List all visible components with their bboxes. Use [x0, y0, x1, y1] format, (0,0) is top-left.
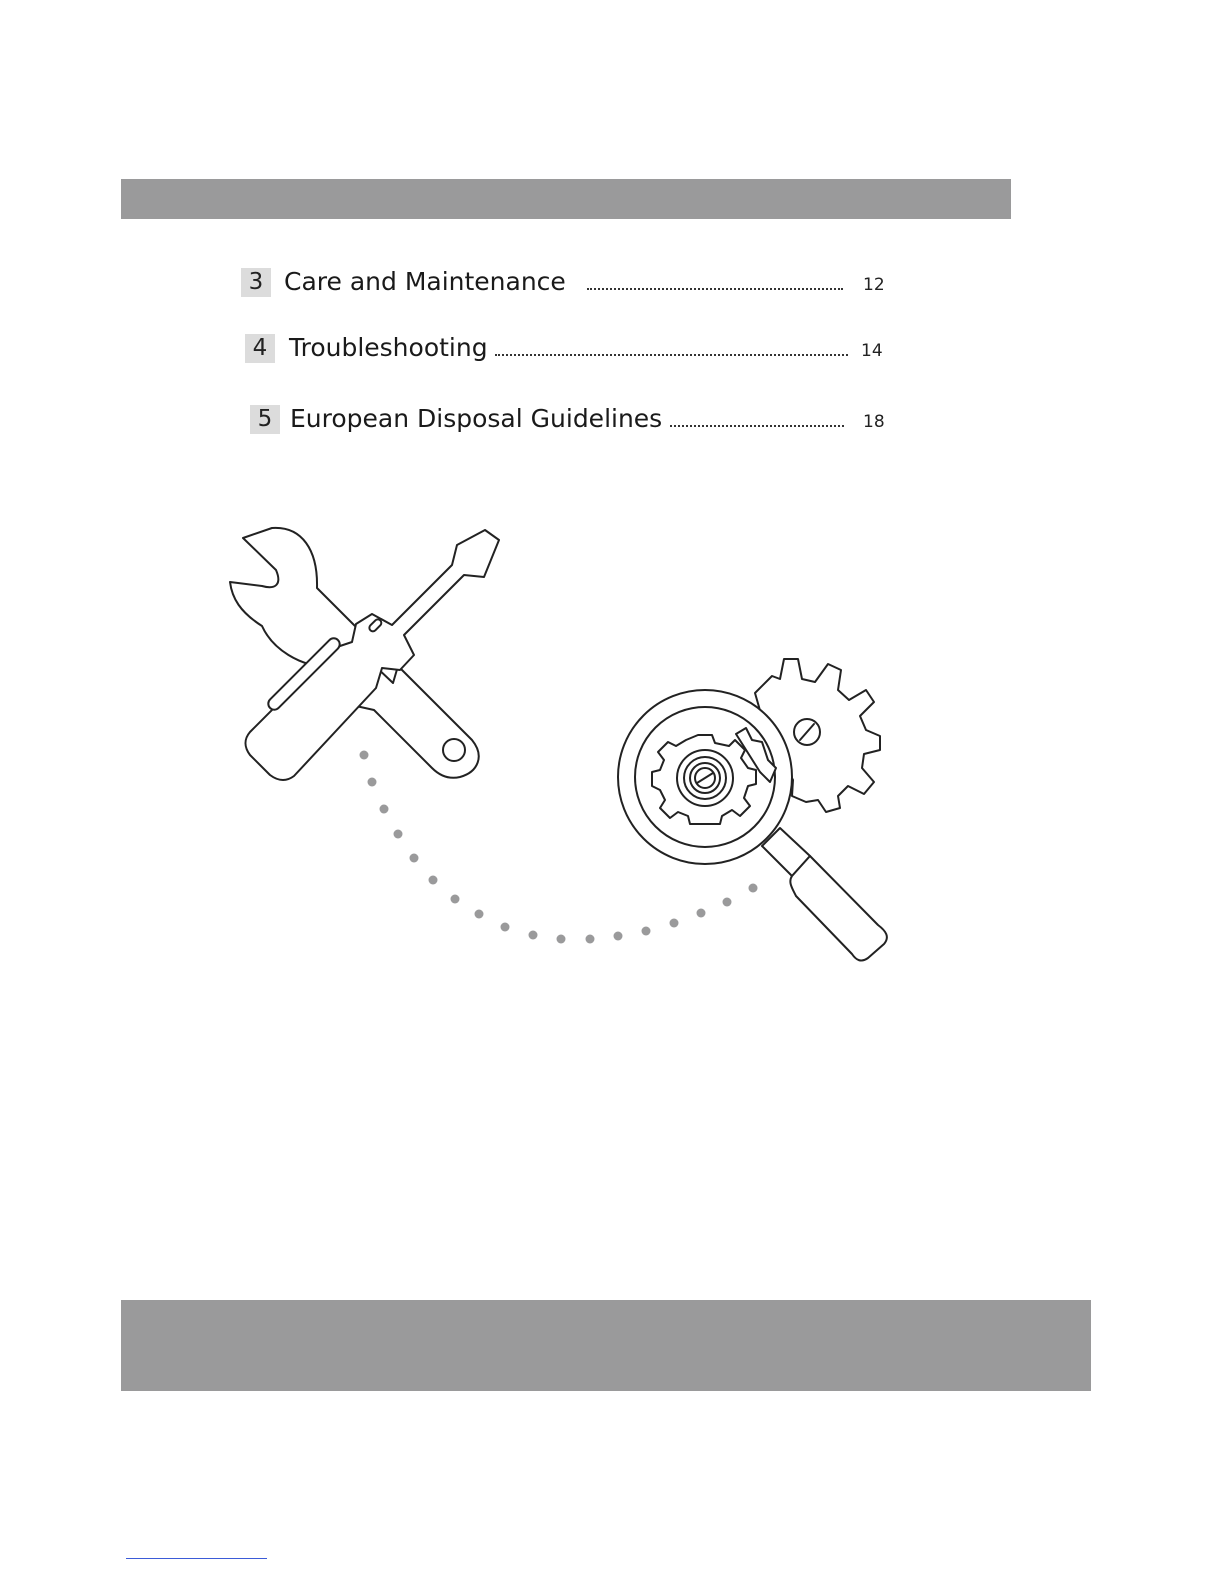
footer-link-underline — [126, 1558, 267, 1559]
toc-page-number: 18 — [863, 412, 885, 432]
toc-title: Troubleshooting — [289, 333, 488, 362]
footer-band — [121, 1300, 1091, 1391]
toc-number: 3 — [241, 268, 271, 297]
toc-number: 5 — [250, 405, 280, 434]
toc-title: European Disposal Guidelines — [290, 404, 663, 433]
magnifier-gears-icon — [618, 659, 887, 961]
toc-page-number: 12 — [863, 275, 885, 295]
toc-number: 4 — [245, 334, 275, 363]
toc-page-number: 14 — [861, 341, 883, 361]
toc-title: Care and Maintenance — [284, 267, 566, 296]
